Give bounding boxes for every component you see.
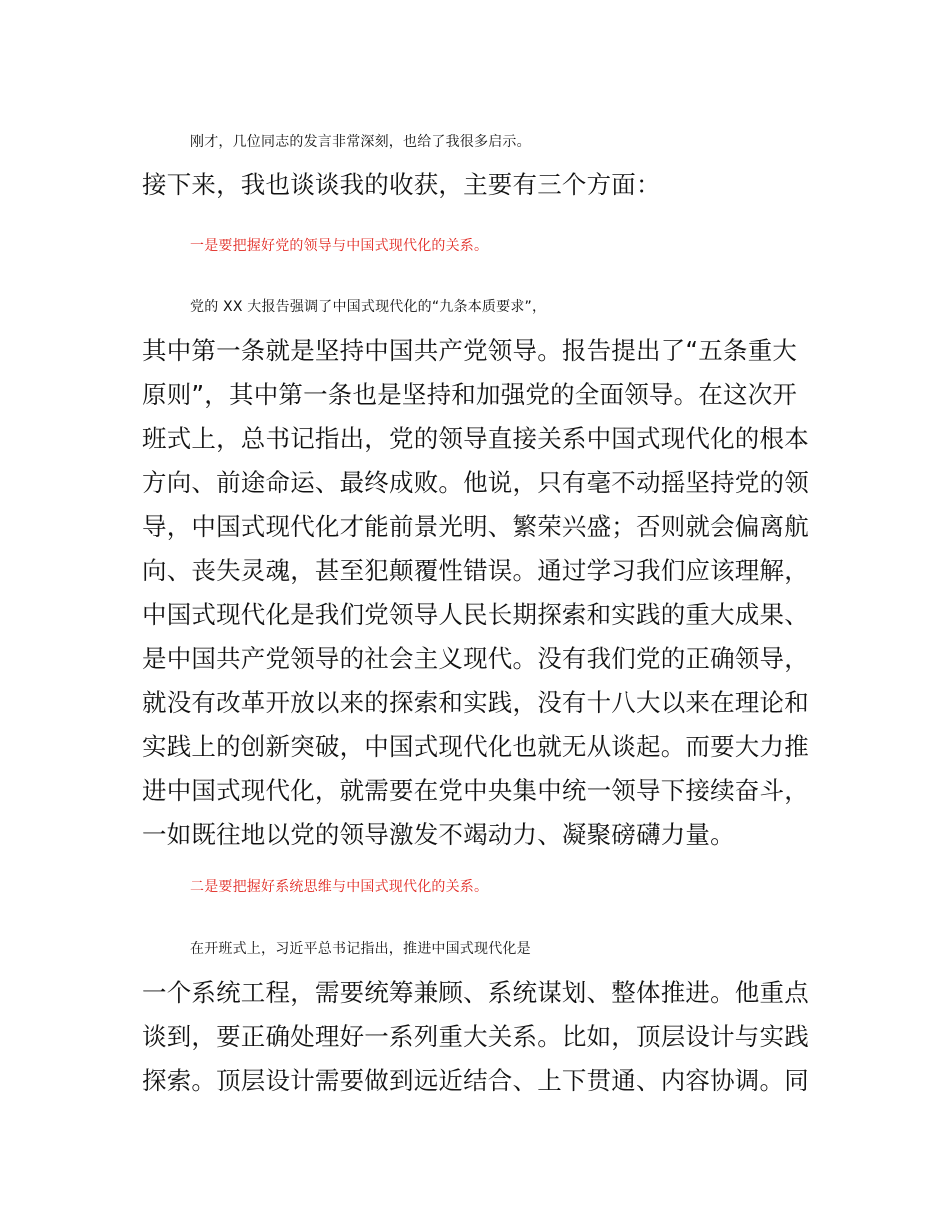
section-1-line-3: 原则”，其中第一条也是坚持和加强党的全面领导。在这次开 [142,380,798,409]
section-1-line-1: 党的 XX 大报告强调了中国式现代化的“九条本质要求”， [190,299,547,315]
section-2-line-1: 在开班式上，习近平总书记指出，推进中国式现代化是 [190,941,531,957]
section-1-line-4: 班式上，总书记指出，党的领导直接关系中国式现代化的根本 [142,424,809,453]
section-heading-1: 一是要把握好党的领导与中国式现代化的关系。 [190,238,489,254]
section-1-line-10: 就没有改革开放以来的探索和实践，没有十八大以来在理论和 [142,688,809,717]
section-1-line-11: 实践上的创新突破，中国式现代化也就无从谈起。而要大力推 [142,732,809,761]
section-2-line-3: 谈到，要正确处理好一系列重大关系。比如，顶层设计与实践 [142,1022,809,1051]
section-heading-2: 二是要把握好系统思维与中国式现代化的关系。 [190,879,489,895]
section-1-line-6: 导，中国式现代化才能前景光明、繁荣兴盛；否则就会偏离航 [142,512,809,541]
section-1-line-5: 方向、前途命运、最终成败。他说，只有毫不动摇坚持党的领 [142,468,809,497]
paragraph-intro-line-2: 接下来，我也谈谈我的收获，主要有三个方面： [142,170,661,199]
section-1-line-12: 进中国式现代化，就需要在党中央集中统一领导下接续奋斗， [142,776,809,805]
section-1-line-2: 其中第一条就是坚持中国共产党领导。报告提出了“五条重大 [142,336,798,365]
section-2-line-4: 探索。顶层设计需要做到远近结合、上下贯通、内容协调。同 [142,1066,809,1095]
paragraph-intro-line-1: 刚才，几位同志的发言非常深刻，也给了我很多启示。 [190,134,531,150]
section-1-line-7: 向、丧失灵魂，甚至犯颠覆性错误。通过学习我们应该理解， [142,556,809,585]
section-1-line-8: 中国式现代化是我们党领导人民长期探索和实践的重大成果、 [142,600,809,629]
section-1-line-13: 一如既往地以党的领导激发不竭动力、凝聚磅礴力量。 [142,820,735,849]
section-1-line-9: 是中国共产党领导的社会主义现代。没有我们党的正确领导， [142,644,809,673]
section-2-line-2: 一个系统工程，需要统筹兼顾、系统谋划、整体推进。他重点 [142,978,809,1007]
